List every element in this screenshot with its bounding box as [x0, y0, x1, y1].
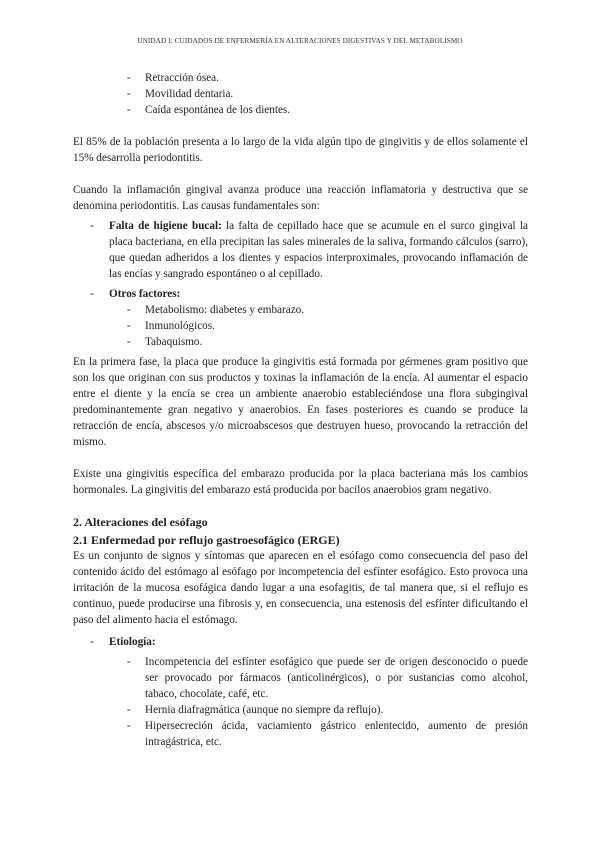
paragraph-erge: Es un conjunto de signos y síntomas que aparecen en el esófago como consecuencia del paso del contenido ácido del estómago al esófago por incompetencia del esfínter esofágico. Esto provoca una irritación de la mucosa esofágica dando lugar a una esofagitis, de tal manera que, si el reflujo es continuo, puede producirse una fibrosis y, en consecuencia, una estenosis del esfínter dificultando el paso del alimento hacia el estómago. [73, 550, 528, 626]
list-item: - Retracción ósea. [127, 72, 219, 84]
cause-hygiene-label: Falta de higiene bucal: [109, 220, 222, 232]
paragraph-pregnancy: Existe una gingivitis específica del embarazo producida por la placa bacteriana más los cambios hormonales. La gingivitis del embarazo está producida por bacilos anaerobios gram negativo. [73, 468, 528, 496]
list-item: - Movilidad dentaria. [127, 88, 234, 100]
subsection-heading: 2.1 Enfermedad por reflujo gastroesofágico (ERGE) [73, 533, 340, 547]
cause-hygiene: - Falta de higiene bucal: la falta de cepillado hace que se acumule en el surco gingival la placa bacteriana, en ella precipitan las sales minerales de la saliva, formando cálculos (sarro), que quedan adheridos a los dientes y espacios interproximales, provocando inflamación de las encías y sangrado espontáneo o al cepillado. [90, 220, 528, 280]
list-item: - Tabaquismo. [127, 336, 203, 348]
section-heading: 2. Alteraciones del esófago [73, 515, 208, 529]
list-item: - Caída espontánea de los dientes. [127, 104, 291, 116]
etiology: - Etiología: [90, 636, 156, 648]
paragraph-periodontitis: Cuando la inflamación gingival avanza produce una reacción inflamatoria y destructiva que se denomina periodontitis. Las causas fundamentales son: [73, 184, 528, 212]
running-header: UNIDAD I: CUIDADOS DE ENFERMERÍA EN ALTERACIONES DIGESTIVAS Y DEL METABOLISMO [137, 37, 463, 45]
cause-other: - Otros factores: [90, 288, 181, 300]
page-body [73, 70, 528, 750]
list-item: - Inmunológicos. [127, 320, 215, 332]
list-item: - Metabolismo: diabetes y embarazo. [127, 304, 305, 316]
list-item: - Hipersecreción ácida, vaciamiento gástrico enlentecido, aumento de presión intragástrica, etc. [127, 720, 528, 748]
cause-other-label: Otros factores: [109, 288, 181, 300]
list-item: - Incompetencia del esfínter esofágico que puede ser de origen desconocido o puede ser provocado por fármacos (anticolinérgicos), o por sustancias como alcohol, tabaco, chocolate, café, etc. [127, 656, 528, 700]
paragraph-phases: En la primera fase, la placa que produce la gingivitis está formada por gérmenes gram positivo que son los que originan con sus productos y toxinas la inflamación de la encía. Al aumentar el espacio entre el diente y la encía se crea un ambiente anaerobio estableciéndose una flora subgingival predominantemente gran negativo y anaerobios. En fases posteriores es cuando se produce la retracción de encía, abscesos y/o microabscesos que destruyen hueso, provocando la retracción del mismo. [73, 356, 528, 448]
etiology-label: Etiología: [109, 636, 156, 648]
top-list [73, 70, 528, 118]
cause-hygiene-text: la falta de cepillado hace que se acumule en el surco gingival la placa bacteriana, en ella precipitan las sales minerales de la saliva, formando cálculos (sarro), que quedan adheridos a los dientes y espacios interproximales, provocando inflamación de las encías y sangrado espontáneo o al cepillado. [109, 220, 528, 280]
paragraph-prevalence: El 85% de la población presenta a lo largo de la vida algún tipo de gingivitis y de ellos solamente el 15% desarrolla periodontitis. [73, 136, 528, 164]
list-item: - Hernia diafragmática (aunque no siempre da reflujo). [127, 704, 384, 716]
